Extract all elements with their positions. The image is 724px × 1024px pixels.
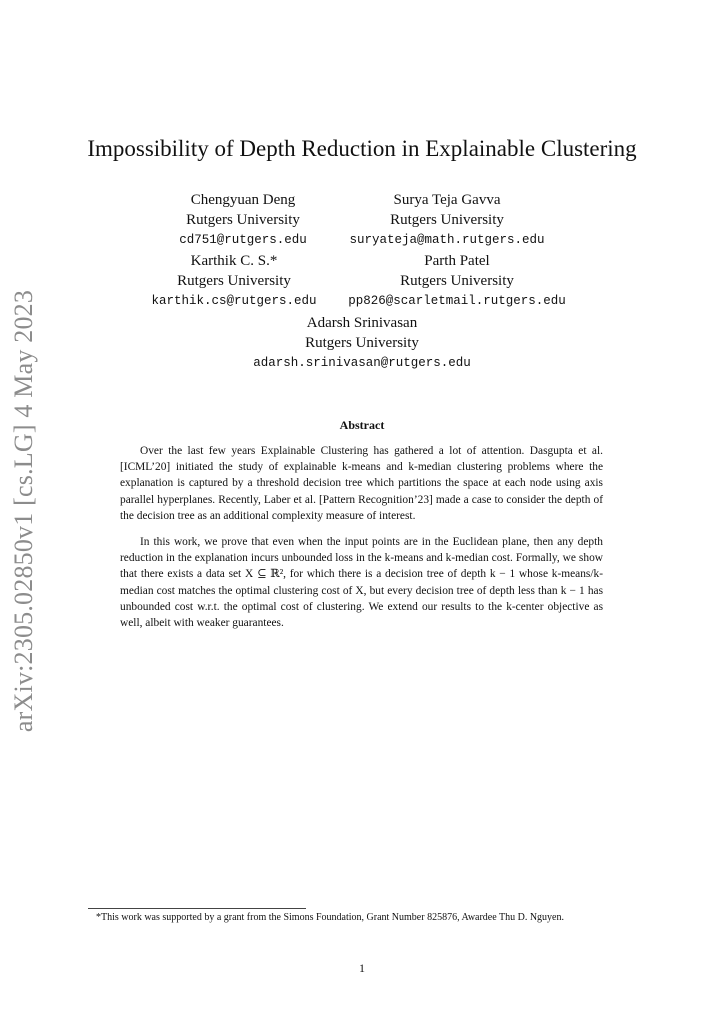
author-name: Parth Patel	[424, 253, 490, 269]
abstract-paragraph: In this work, we prove that even when the input points are in the Euclidean plane, then any depth reduction in the explanation incurs unbounded loss in the k-means and k-median cost. Formally, we show that there exists a data set X ⊆ ℝ², for which there is a decision tree of depth k − 1 whose k-means/k-median cost matches the optimal clustering cost of X, but every decision tree of depth less than k − 1 has unbounded cost w.r.t. the optimal cost of clustering. We extend our results to the k-center objective as well, albeit with weaker guarantees.	[120, 536, 603, 630]
arxiv-identifier: arXiv:2305.02850v1 [cs.LG] 4 May 2023	[9, 289, 38, 733]
page-number: 1	[359, 961, 365, 975]
author-block	[307, 251, 607, 311]
author-name: Chengyuan Deng	[190, 192, 296, 208]
author-affiliation: Rutgers University	[400, 273, 514, 289]
author-email: suryateja@math.rutgers.edu	[349, 233, 545, 247]
author-email: karthik.cs@rutgers.edu	[151, 294, 317, 308]
footnote: *This work was supported by a grant from the Simons Foundation, Grant Number 825876, Awardee Thu D. Nguyen.	[96, 912, 564, 923]
author-email: adarsh.srinivasan@rutgers.edu	[253, 356, 471, 370]
author-email: cd751@rutgers.edu	[179, 233, 307, 247]
author-name: Adarsh Srinivasan	[306, 315, 418, 331]
footnote-rule	[88, 908, 306, 909]
author-affiliation: Rutgers University	[390, 212, 504, 228]
author-affiliation: Rutgers University	[186, 212, 300, 228]
author-affiliation: Rutgers University	[305, 335, 419, 351]
author-affiliation: Rutgers University	[177, 273, 291, 289]
paper-title: Impossibility of Depth Reduction in Explainable Clustering	[87, 136, 637, 161]
author-name: Surya Teja Gavva	[393, 192, 501, 208]
abstract-paragraph: Over the last few years Explainable Clustering has gathered a lot of attention. Dasgupta et al. [ICML’20] initiated the study of explainable k-means and k-median clustering problems where the explanation is captured by a threshold decision tree which partitions the space at each node using axis parallel hyperplanes. Recently, Laber et al. [Pattern Recognition’23] made a case to consider the depth of the decision tree as an additional complexity measure of interest.	[120, 445, 603, 522]
abstract-heading: Abstract	[339, 418, 385, 432]
author-name: Karthik C. S.*	[190, 253, 278, 269]
author-email: pp826@scarletmail.rutgers.edu	[348, 294, 566, 308]
author-block	[212, 313, 512, 373]
author-block	[317, 190, 577, 250]
